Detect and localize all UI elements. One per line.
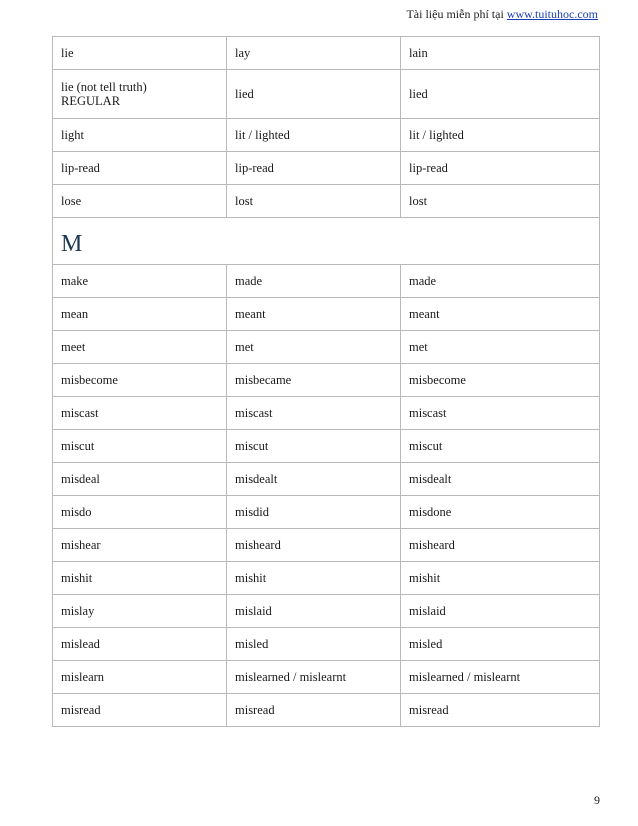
table-row [53, 265, 600, 298]
base-form-cell: misdeal [53, 463, 227, 496]
section-letter: M [61, 231, 83, 257]
base-form-cell: lie [53, 37, 227, 70]
page-header [406, 7, 598, 22]
past-participle-cell: lost [401, 185, 600, 218]
table-row [53, 595, 600, 628]
table-row [53, 119, 600, 152]
past-participle-cell: meant [401, 298, 600, 331]
base-form-cell: light [53, 119, 227, 152]
base-form-cell: miscut [53, 430, 227, 463]
irregular-verbs-table [52, 36, 600, 727]
past-participle-cell: misdealt [401, 463, 600, 496]
base-form-cell: misread [53, 694, 227, 727]
base-form-cell: lose [53, 185, 227, 218]
table-row [53, 331, 600, 364]
base-form-cell: mislay [53, 595, 227, 628]
base-form-cell: miscast [53, 397, 227, 430]
table-row [53, 694, 600, 727]
base-form-cell: lie (not tell truth) REGULAR [53, 70, 227, 119]
past-simple-cell: mislaid [227, 595, 401, 628]
table-row [53, 628, 600, 661]
past-participle-cell: lied [401, 70, 600, 119]
table-row [53, 70, 600, 119]
table-row [53, 430, 600, 463]
past-participle-cell: lip-read [401, 152, 600, 185]
past-participle-cell: miscut [401, 430, 600, 463]
table-row [53, 364, 600, 397]
base-form-cell: mislearn [53, 661, 227, 694]
past-simple-cell: misheard [227, 529, 401, 562]
base-form-cell: mean [53, 298, 227, 331]
base-form-cell: make [53, 265, 227, 298]
past-participle-cell: misheard [401, 529, 600, 562]
past-simple-cell: lit / lighted [227, 119, 401, 152]
table-row [53, 397, 600, 430]
past-participle-cell: misdone [401, 496, 600, 529]
past-simple-cell: misdealt [227, 463, 401, 496]
table-row [53, 37, 600, 70]
table-row [53, 496, 600, 529]
past-simple-cell: lost [227, 185, 401, 218]
table-body-top [53, 37, 600, 218]
past-participle-cell: mislaid [401, 595, 600, 628]
past-participle-cell: mishit [401, 562, 600, 595]
base-form-cell: mishear [53, 529, 227, 562]
table-row [53, 463, 600, 496]
past-participle-cell: misled [401, 628, 600, 661]
base-form-cell: misdo [53, 496, 227, 529]
past-participle-cell: misread [401, 694, 600, 727]
page-number: 9 [594, 793, 600, 807]
header-link[interactable]: www.tuituhoc.com [506, 7, 598, 21]
table-row [53, 562, 600, 595]
past-simple-cell: misdid [227, 496, 401, 529]
past-participle-cell: made [401, 265, 600, 298]
past-participle-cell: mislearned / mislearnt [401, 661, 600, 694]
table-row [53, 185, 600, 218]
header-text: Tài liệu miễn phí tại [406, 7, 507, 21]
past-simple-cell: miscut [227, 430, 401, 463]
past-simple-cell: misled [227, 628, 401, 661]
past-simple-cell: meant [227, 298, 401, 331]
table-body-bottom [53, 265, 600, 727]
table-section [53, 218, 600, 265]
table-row [53, 661, 600, 694]
past-simple-cell: lied [227, 70, 401, 119]
base-form-cell: misbecome [53, 364, 227, 397]
past-simple-cell: met [227, 331, 401, 364]
past-participle-cell: lit / lighted [401, 119, 600, 152]
base-form-cell: meet [53, 331, 227, 364]
base-form-cell: mislead [53, 628, 227, 661]
past-simple-cell: lay [227, 37, 401, 70]
past-simple-cell: mishit [227, 562, 401, 595]
past-simple-cell: mislearned / mislearnt [227, 661, 401, 694]
past-simple-cell: miscast [227, 397, 401, 430]
past-participle-cell: met [401, 331, 600, 364]
base-form-cell: mishit [53, 562, 227, 595]
past-simple-cell: misread [227, 694, 401, 727]
past-simple-cell: lip-read [227, 152, 401, 185]
past-participle-cell: lain [401, 37, 600, 70]
section-row [53, 218, 600, 265]
past-simple-cell: made [227, 265, 401, 298]
past-simple-cell: misbecame [227, 364, 401, 397]
table-row [53, 529, 600, 562]
table-row [53, 152, 600, 185]
base-form-cell: lip-read [53, 152, 227, 185]
past-participle-cell: misbecome [401, 364, 600, 397]
past-participle-cell: miscast [401, 397, 600, 430]
section-cell [53, 218, 600, 265]
table-row [53, 298, 600, 331]
